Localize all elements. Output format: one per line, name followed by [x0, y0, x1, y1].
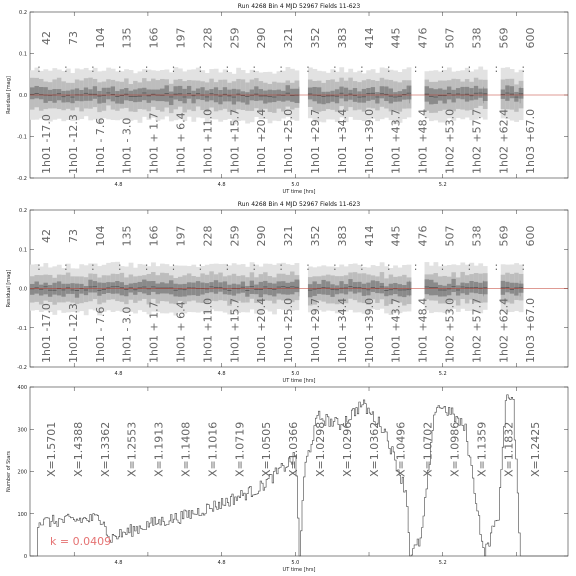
field-number-label: 228	[201, 27, 215, 49]
residual-density-cell	[111, 282, 116, 293]
field-number-label: 352	[309, 27, 322, 49]
residual-density-cell	[510, 283, 515, 294]
ra-label: 1h02 +62.4	[497, 108, 511, 174]
residual-density-cell	[205, 283, 210, 293]
residual-density-cell	[214, 280, 219, 294]
residual-density-cell	[402, 285, 407, 297]
k-annotation: k = 0.0409	[50, 535, 112, 548]
field-number-label: 476	[416, 225, 430, 247]
field-number-label: 104	[93, 225, 107, 247]
y-tick-label: 0.1	[19, 51, 27, 58]
field-colon: :	[521, 62, 526, 75]
x-tick-label: 5.2	[438, 182, 447, 188]
field-number-label: 166	[147, 27, 161, 49]
residual-density-cell	[97, 91, 102, 104]
residual-density-cell	[357, 282, 362, 293]
residual-density-cell	[312, 87, 317, 101]
residual-density-cell	[339, 87, 344, 99]
field-number-label: 259	[228, 225, 242, 247]
residual-density-cell	[371, 280, 376, 292]
residual-density-cell	[48, 285, 53, 297]
residual-density-cell	[218, 90, 223, 104]
field-colon: :	[333, 260, 337, 273]
residual-density-cell	[434, 89, 439, 104]
y-tick-label: 0.2	[19, 208, 27, 214]
residual-density-cell	[205, 90, 210, 101]
ra-label: 1h01 +15.7	[228, 108, 242, 174]
ra-label: 1h01 +20.4	[255, 108, 269, 174]
ra-label: 1h01 +20.4	[255, 297, 269, 363]
field-colon: :	[144, 260, 149, 273]
field-colon: :	[521, 260, 526, 273]
airmass-label: X=1.0298	[314, 421, 327, 477]
field-number-label: 383	[335, 27, 349, 49]
ra-label: 1h01 -17.0	[40, 114, 53, 174]
residual-density-cell	[434, 282, 439, 295]
field-number-label: 42	[40, 229, 53, 243]
ra-label: 1h02 +53.0	[443, 108, 457, 174]
field-colon: :	[225, 260, 230, 273]
y-tick-label: -0.1	[17, 134, 27, 141]
ra-label: 1h01 - 3.0	[120, 306, 134, 363]
residual-density-cell	[362, 89, 367, 103]
ra-label: 1h01 +43.7	[389, 108, 403, 174]
residual-density-cell	[133, 89, 138, 102]
residual-density-cell	[187, 86, 192, 99]
residual-density-cell	[66, 91, 71, 103]
residual-density-cell	[366, 88, 371, 101]
field-number-label: 73	[66, 229, 80, 243]
ra-label: 1h02 +57.7	[470, 108, 484, 174]
residual-density-cell	[474, 86, 479, 100]
residual-density-cell	[290, 282, 295, 295]
residual-density-cell	[142, 88, 147, 100]
residual-density-cell	[209, 89, 214, 100]
x-tick-label: 4.8	[114, 560, 123, 566]
field-colon: :	[333, 62, 337, 75]
residual-density-cell	[191, 91, 196, 104]
field-number-label: 414	[362, 27, 376, 49]
residual-density-cell	[438, 285, 443, 297]
x-axis-label: UT time [hrs]	[282, 567, 316, 573]
ra-label: 1h01 +11.0	[201, 108, 215, 174]
residual-density-cell	[52, 89, 57, 103]
y-tick-label: 300	[17, 427, 27, 434]
x-tick-label: 5.2	[438, 371, 447, 377]
field-colon: :	[440, 62, 445, 75]
residual-density-cell	[106, 88, 111, 100]
field-number-label: 290	[255, 225, 269, 247]
residual-density-cell	[263, 281, 268, 294]
y-tick-label: 0.0	[19, 93, 27, 99]
y-tick-label: -0.2	[17, 365, 27, 371]
residual-density-cell	[384, 86, 389, 101]
residual-density-cell	[241, 91, 246, 102]
residual-density-cell	[272, 284, 277, 297]
chart-title: Run 4268 Bin 4 MJD 52967 Fields 11-623	[237, 201, 361, 208]
residual-density-cell	[84, 286, 89, 295]
ra-label: 1h02 +62.4	[497, 297, 511, 363]
field-number-label: 42	[40, 31, 53, 45]
field-number-label: 321	[282, 225, 296, 247]
y-axis-label: Residual [mag]	[6, 269, 12, 308]
ra-label: 1h01 -12.3	[66, 303, 80, 363]
field-number-label: 507	[443, 225, 457, 247]
field-colon: :	[117, 62, 122, 75]
airmass-label: X=1.0296	[340, 421, 354, 477]
field-number-label: 135	[120, 27, 134, 49]
ra-label: 1h01 - 3.0	[120, 117, 134, 174]
field-colon: :	[306, 62, 310, 75]
residual-density-cell	[142, 280, 147, 294]
field-colon: :	[279, 62, 283, 75]
residual-density-cell	[375, 281, 380, 293]
field-number-label: 600	[524, 225, 538, 247]
residual-density-cell	[442, 286, 447, 297]
residual-density-cell	[84, 88, 89, 101]
airmass-label: X=1.5701	[45, 421, 58, 477]
residual-density-cell	[39, 285, 44, 296]
ra-label: 1h01 +11.0	[201, 297, 215, 363]
field-number-label: 414	[362, 225, 376, 247]
ra-label: 1h01 + 6.4	[174, 112, 188, 174]
residual-density-cell	[200, 87, 205, 100]
residual-density-cell	[519, 88, 524, 99]
residual-density-cell	[263, 91, 268, 104]
residual-density-cell	[380, 283, 385, 293]
x-tick-label: 4.8	[114, 371, 123, 377]
airmass-label: X=1.3362	[98, 421, 112, 477]
chart-title: Run 4268 Bin 4 MJD 52967 Fields 11-623	[237, 3, 361, 10]
residual-density-cell	[375, 92, 380, 103]
residual-density-cell	[254, 86, 259, 101]
field-colon: :	[494, 260, 499, 273]
residual-density-cell	[339, 281, 344, 293]
y-axis-label: Number of Stars	[6, 451, 12, 492]
residual-density-cell	[245, 92, 250, 104]
x-tick-label: 4.8	[114, 182, 123, 188]
y-tick-label: 0	[23, 554, 27, 560]
ra-label: 1h02 +57.7	[470, 297, 484, 363]
field-number-label: 197	[174, 225, 188, 247]
field-colon: :	[467, 260, 472, 273]
airmass-label: X=1.1913	[152, 421, 166, 477]
residual-density-cell	[330, 284, 335, 297]
residual-density-cell	[501, 90, 506, 99]
airmass-label: X=1.0496	[394, 421, 408, 477]
residual-density-cell	[147, 281, 152, 295]
residual-density-cell	[97, 283, 102, 296]
field-colon: :	[413, 62, 418, 75]
y-tick-label: 0.1	[19, 247, 27, 254]
residual-density-cell	[295, 280, 300, 293]
residual-density-cell	[295, 89, 300, 103]
residual-density-cell	[317, 284, 322, 294]
residual-density-cell	[380, 86, 385, 98]
field-colon: :	[306, 260, 310, 273]
residual-density-cell	[79, 90, 84, 101]
residual-density-cell	[438, 88, 443, 100]
field-number-label: 228	[201, 225, 215, 247]
residual-density-cell	[191, 283, 196, 296]
airmass-label: X=1.2425	[529, 421, 543, 477]
residual-density-cell	[120, 89, 125, 104]
residual-density-cell	[187, 282, 192, 295]
y-axis-label: Residual [mag]	[6, 76, 12, 114]
residual-density-cell	[133, 283, 138, 295]
ra-label: 1h01 +39.0	[362, 108, 376, 174]
residual-density-cell	[272, 90, 277, 102]
ra-label: 1h01 -12.3	[66, 114, 80, 174]
residual-density-cell	[169, 280, 174, 294]
ra-label: 1h01 +48.4	[416, 297, 430, 363]
field-number-label: 73	[66, 31, 80, 45]
residual-density-cell	[151, 281, 156, 292]
residual-density-cell	[182, 284, 187, 297]
ra-label: 1h02 +53.0	[443, 297, 457, 363]
field-colon: :	[467, 62, 472, 75]
field-number-label: 445	[389, 27, 403, 49]
x-tick-label: 5.0	[291, 182, 300, 188]
residual-density-cell	[173, 86, 178, 99]
airmass-label: X=1.4388	[71, 421, 85, 477]
ra-label: 1h01 +25.0	[282, 108, 296, 174]
airmass-label: X=1.1832	[502, 421, 516, 477]
airmass-label: X=1.0719	[233, 421, 247, 477]
residual-density-cell	[250, 281, 255, 294]
residual-density-cell	[362, 284, 367, 296]
residual-density-cell	[93, 86, 98, 99]
x-tick-label: 5.0	[291, 560, 300, 566]
residual-density-cell	[111, 86, 116, 101]
airmass-label: X=1.1408	[179, 421, 193, 477]
residual-density-cell	[57, 89, 62, 100]
airmass-label: X=1.0702	[421, 421, 435, 477]
residual-density-cell	[281, 91, 286, 102]
residual-density-cell	[442, 90, 447, 104]
field-number-label: 445	[389, 225, 403, 247]
field-number-label: 476	[416, 27, 430, 49]
field-colon: :	[171, 62, 176, 75]
residual-density-cell	[456, 88, 461, 98]
y-tick-label: -0.1	[17, 325, 27, 332]
y-tick-label: 200	[17, 469, 27, 476]
field-colon: :	[386, 62, 391, 75]
residual-density-cell	[30, 284, 35, 295]
field-colon: :	[386, 260, 391, 273]
field-colon: :	[198, 260, 203, 273]
residual-density-cell	[66, 284, 71, 294]
ra-label: 1h01 - 7.6	[93, 117, 107, 174]
ra-label: 1h01 + 6.4	[174, 301, 188, 363]
airmass-label: X=1.1359	[475, 421, 489, 477]
field-number-label: 321	[282, 27, 296, 49]
field-colon: :	[252, 260, 257, 273]
field-colon: :	[225, 62, 230, 75]
field-number-label: 507	[443, 27, 457, 49]
residual-density-cell	[138, 282, 143, 292]
residual-density-cell	[469, 88, 474, 100]
ra-label: 1h03 +67.0	[524, 108, 538, 174]
x-tick-label: 5.0	[291, 371, 300, 377]
airmass-label: X=1.2553	[125, 421, 139, 477]
ra-label: 1h01 +34.4	[335, 108, 349, 174]
residual-density-cell	[514, 283, 519, 296]
field-colon: :	[359, 62, 364, 75]
residual-density-cell	[326, 92, 331, 103]
ra-label: 1h01 +39.0	[362, 297, 376, 363]
field-number-label: 383	[335, 225, 349, 247]
field-colon: :	[171, 260, 176, 273]
field-colon: :	[90, 260, 95, 273]
field-colon: :	[440, 260, 445, 273]
field-number-label: 290	[255, 27, 269, 49]
ra-label: 1h01 +43.7	[389, 297, 403, 363]
ra-label: 1h03 +67.0	[524, 297, 538, 363]
residual-density-cell	[227, 285, 232, 295]
y-tick-label: 0.0	[19, 286, 27, 293]
residual-density-cell	[447, 284, 452, 295]
field-colon: :	[64, 62, 68, 75]
residual-density-cell	[70, 90, 75, 104]
field-colon: :	[359, 260, 364, 273]
residual-density-cell	[277, 281, 282, 293]
x-tick-label: 4.8	[217, 560, 226, 566]
airmass-label: X=1.0362	[367, 421, 381, 477]
residual-density-cell	[321, 92, 326, 104]
residual-density-cell	[182, 89, 187, 103]
residual-density-cell	[330, 91, 335, 102]
residual-density-cell	[456, 285, 461, 295]
field-number-label: 135	[120, 225, 134, 247]
y-tick-label: 100	[17, 511, 27, 518]
ra-label: 1h01 +34.4	[335, 297, 349, 363]
residual-density-cell	[268, 283, 273, 295]
y-tick-label: -0.2	[17, 176, 27, 182]
ra-label: 1h01 +15.7	[228, 297, 242, 363]
residual-density-cell	[384, 286, 389, 296]
residual-density-cell	[344, 284, 349, 294]
field-number-label: 197	[174, 27, 188, 49]
airmass-label: X=1.0986	[448, 421, 462, 477]
field-colon: :	[37, 260, 41, 273]
field-colon: :	[198, 62, 203, 75]
field-colon: :	[279, 260, 283, 273]
field-colon: :	[144, 62, 149, 75]
field-number-label: 352	[309, 225, 322, 247]
residual-density-cell	[30, 87, 35, 99]
residual-density-cell	[281, 281, 286, 294]
residual-density-cell	[39, 87, 44, 99]
residual-density-cell	[465, 283, 470, 295]
field-number-label: 538	[470, 27, 484, 49]
ra-label: 1h01 +29.7	[309, 108, 322, 174]
field-number-label: 569	[497, 225, 511, 247]
residual-density-cell	[469, 281, 474, 293]
residual-density-cell	[178, 284, 183, 296]
ra-label: 1h01 +25.0	[282, 297, 296, 363]
residual-density-cell	[88, 280, 93, 293]
residual-density-cell	[124, 285, 129, 296]
residual-density-cell	[169, 92, 174, 105]
residual-density-cell	[236, 89, 241, 101]
residual-density-cell	[245, 286, 250, 297]
y-tick-label: 400	[17, 385, 27, 391]
ra-label: 1h01 - 7.6	[93, 306, 107, 363]
residual-density-cell	[34, 86, 39, 98]
ra-label: 1h01 +29.7	[309, 297, 322, 363]
airmass-label: X=1.1016	[206, 421, 220, 477]
residual-density-cell	[223, 281, 228, 294]
airmass-label: X=1.0366	[287, 421, 301, 477]
x-tick-label: 4.8	[217, 182, 226, 188]
airmass-label: X=1.0505	[260, 421, 274, 477]
residual-density-cell	[348, 279, 353, 291]
residual-density-cell	[451, 279, 456, 292]
x-axis-label: UT time [hrs]	[282, 378, 316, 384]
field-colon: :	[494, 62, 499, 75]
residual-density-cell	[460, 87, 465, 99]
ra-label: 1h01 + 1.7	[147, 301, 161, 363]
ra-label: 1h01 + 1.7	[147, 112, 161, 174]
field-colon: :	[64, 260, 68, 273]
residual-density-cell	[366, 283, 371, 296]
field-colon: :	[90, 62, 95, 75]
residual-density-cell	[156, 284, 161, 295]
residual-density-cell	[308, 284, 313, 297]
residual-density-cell	[308, 88, 313, 100]
residual-density-cell	[232, 284, 237, 296]
field-colon: :	[252, 62, 257, 75]
residual-density-cell	[519, 284, 524, 293]
field-number-label: 538	[470, 225, 484, 247]
field-number-label: 104	[93, 27, 107, 49]
y-tick-label: 0.2	[19, 10, 27, 16]
field-colon: :	[37, 62, 41, 75]
x-axis-label: UT time [hrs]	[282, 189, 316, 195]
field-colon: :	[117, 260, 122, 273]
residual-density-cell	[268, 90, 273, 103]
field-number-label: 259	[228, 27, 242, 49]
residual-density-cell	[344, 88, 349, 102]
x-tick-label: 5.2	[438, 560, 447, 566]
field-number-label: 600	[524, 27, 538, 49]
field-colon: :	[413, 260, 418, 273]
residual-density-cell	[115, 91, 120, 103]
residual-density-cell	[407, 86, 412, 100]
field-number-label: 569	[497, 27, 511, 49]
ra-label: 1h01 +48.4	[416, 108, 430, 174]
residual-density-cell	[460, 283, 465, 294]
ra-label: 1h01 -17.0	[40, 303, 53, 363]
residual-density-cell	[451, 90, 456, 103]
field-number-label: 166	[147, 225, 161, 247]
x-tick-label: 4.8	[217, 371, 226, 377]
residual-density-cell	[115, 281, 120, 294]
residual-density-cell	[129, 91, 134, 101]
residual-density-cell	[510, 86, 515, 98]
